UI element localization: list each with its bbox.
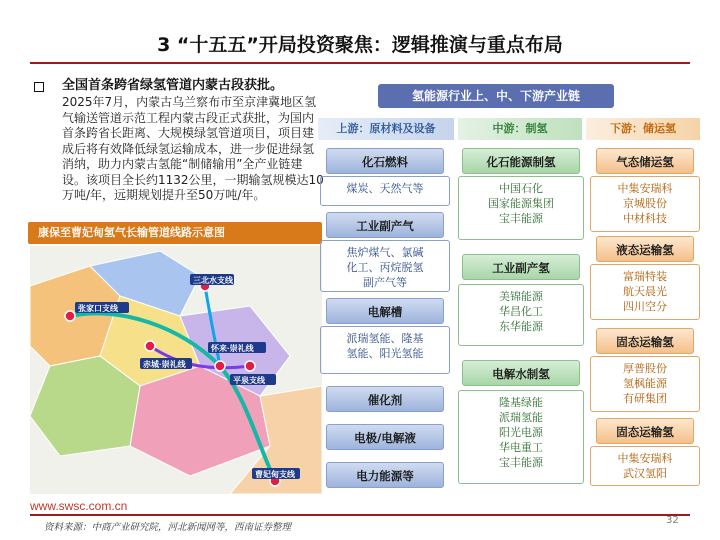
item-text: 化工、丙烷脱氢 (346, 261, 424, 274)
map-banner: 康保至曹妃甸氢气长输管道线路示意图 (28, 222, 322, 244)
downstream-items (590, 264, 700, 320)
pipeline-map-svg (30, 246, 322, 494)
upstream-header: 工业副产气 (326, 212, 444, 238)
title-divider (30, 62, 690, 64)
item-text: 航天晨光 (623, 285, 667, 298)
item-text: 宝丰能源 (499, 212, 543, 225)
bullet-heading: 全国首条跨省绿氢管道内蒙古段获批。 (62, 78, 284, 93)
upstream-items (320, 326, 450, 374)
downstream-items (590, 176, 700, 232)
bullet-square-icon (34, 82, 44, 92)
downstream-items (590, 446, 700, 486)
downstream-header: 气态储运氢 (596, 148, 694, 174)
item-text: 中材科技 (623, 212, 667, 225)
downstream-header: 液态运输氢 (596, 236, 694, 262)
slide-title: 3 “十五五”开局投资聚焦：逻辑推演与重点布局 (157, 34, 563, 56)
item-text: 阳光电源 (499, 426, 543, 439)
midstream-header: 电解水制氢 (462, 360, 580, 386)
upstream-items (320, 240, 450, 292)
map-label: 张家口支线 (78, 304, 118, 313)
upstream-items (320, 176, 450, 206)
item-text: 焦炉煤气、氯碱 (346, 246, 424, 259)
map-label: 赤城·崇礼线 (143, 360, 186, 369)
item-text: 有研集团 (623, 392, 667, 405)
item-text: 隆基绿能 (499, 396, 543, 409)
downstream-header: 固态运输氢 (596, 328, 694, 354)
item-text: 中集安瑞科 (617, 182, 673, 195)
downstream-items (590, 356, 700, 412)
upstream-header: 电极/电解液 (326, 424, 444, 450)
item-text: 华电重工 (499, 441, 543, 454)
pipeline-map (30, 246, 322, 494)
footer-source: 资料来源：中商产业研究院，河北新闻网等，西南证券整理 (44, 522, 292, 533)
midstream-items (458, 284, 584, 346)
item-text: 东华能源 (499, 320, 543, 333)
item-text: 中国石化 (499, 182, 543, 195)
stage-downstream: 下游：储运氢 (586, 118, 700, 140)
upstream-header: 电力能源等 (326, 462, 444, 488)
item-text: 京城股份 (623, 197, 667, 210)
map-label: 三北水支线 (193, 276, 233, 285)
footer-url[interactable]: www.swsc.com.cn (30, 499, 128, 513)
midstream-items (458, 390, 584, 484)
item-text: 宝丰能源 (499, 456, 543, 469)
item-text: 富瑞特装 (623, 270, 667, 283)
map-label: 平泉支线 (233, 376, 265, 385)
item-text: 中集安瑞科 (617, 452, 673, 465)
chain-title: 氢能源行业上、中、下游产业链 (378, 84, 614, 108)
map-label: 曹妃甸支线 (255, 470, 295, 479)
page-number: 32 (666, 515, 679, 526)
stage-upstream: 上游：原材料及设备 (318, 118, 454, 140)
item-text: 煤炭、天然气等 (346, 182, 424, 195)
item-text: 美锦能源 (499, 290, 543, 303)
downstream-header: 固态运输氢 (596, 418, 694, 444)
stage-midstream: 中游：制氢 (458, 118, 582, 140)
item-text: 氢能、阳光氢能 (346, 347, 424, 360)
upstream-header: 催化剂 (326, 386, 444, 412)
item-text: 副产气等 (363, 276, 407, 289)
upstream-header: 化石燃料 (326, 148, 444, 174)
map-label: 怀来·崇礼线 (211, 344, 254, 353)
item-text: 氢枫能源 (623, 377, 667, 390)
item-text: 派瑞氢能 (499, 411, 543, 424)
item-text: 国家能源集团 (488, 197, 554, 210)
midstream-items (458, 176, 584, 240)
item-text: 华昌化工 (499, 305, 543, 318)
bullet-body: 2025年7月，内蒙古乌兰察布市至京津冀地区氢气输送管道示范工程内蒙古段正式获批，为国内首条跨省长距离、大规模绿氢管道项目，项目建成后将有效降低绿氢运输成本，进一步促进绿氢消纳，助力内蒙古氢能“制储输用”全产业链建设。该项目全长约1132公里，一期输氢规模达10万吨/年，远期规划提升至50万吨/年。 (62, 95, 324, 202)
item-text: 派瑞氢能、隆基 (346, 332, 424, 345)
item-text: 武汉氢阳 (623, 467, 667, 480)
footer-divider (30, 514, 690, 516)
upstream-header: 电解槽 (326, 298, 444, 324)
item-text: 四川空分 (623, 300, 667, 313)
item-text: 厚普股份 (623, 362, 667, 375)
midstream-header: 化石能源制氢 (462, 148, 580, 174)
midstream-header: 工业副产氢 (462, 254, 580, 280)
